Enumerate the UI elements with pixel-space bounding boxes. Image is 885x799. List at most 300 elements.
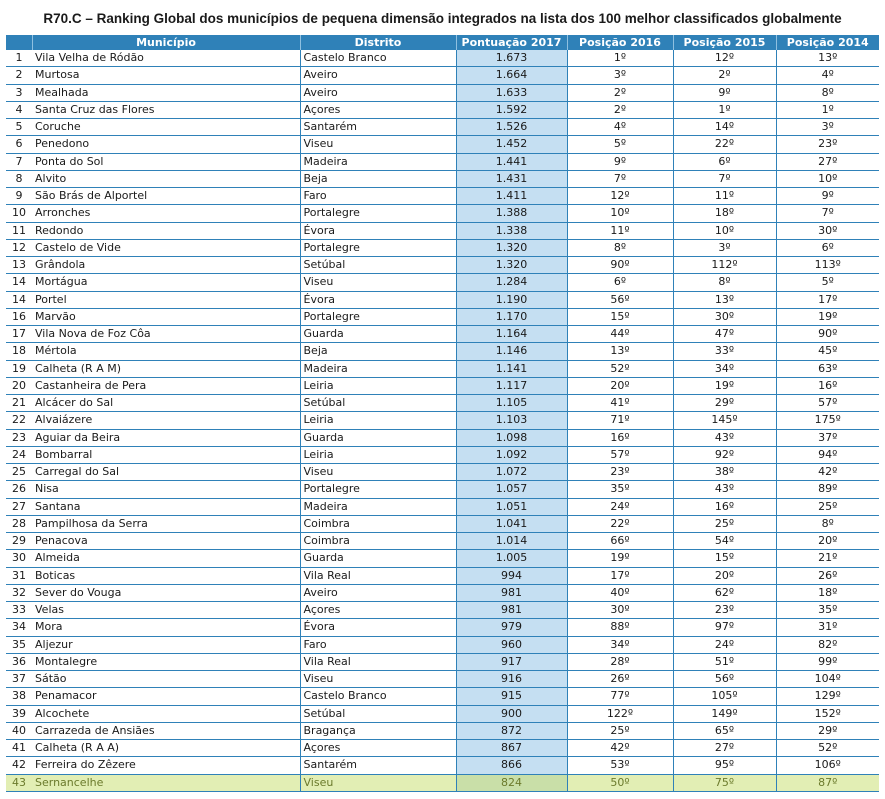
pontuacao-cell: 1.141 <box>456 360 567 377</box>
pontuacao-cell: 916 <box>456 671 567 688</box>
posicao-2015-cell: 95º <box>673 757 776 774</box>
pontuacao-cell: 1.057 <box>456 481 567 498</box>
posicao-2015-cell: 62º <box>673 584 776 601</box>
posicao-2014-cell: 20º <box>776 533 879 550</box>
posicao-2014-cell: 8º <box>776 84 879 101</box>
posicao-2016-cell: 22º <box>567 515 673 532</box>
posicao-2015-cell: 27º <box>673 740 776 757</box>
posicao-2014-cell: 27º <box>776 153 879 170</box>
posicao-2016-cell: 28º <box>567 653 673 670</box>
rank-cell: 42 <box>6 757 32 774</box>
rank-cell: 10 <box>6 205 32 222</box>
posicao-2016-cell: 8º <box>567 239 673 256</box>
distrito-cell: Leiria <box>300 412 456 429</box>
posicao-2016-cell: 26º <box>567 671 673 688</box>
municipio-cell: Arronches <box>32 205 300 222</box>
pontuacao-cell: 1.103 <box>456 412 567 429</box>
rank-cell: 8 <box>6 170 32 187</box>
municipio-cell: Mealhada <box>32 84 300 101</box>
table-row <box>6 101 879 118</box>
distrito-cell: Guarda <box>300 326 456 343</box>
municipio-cell: Vila Nova de Foz Côa <box>32 326 300 343</box>
posicao-2014-cell: 10º <box>776 170 879 187</box>
distrito-cell: Guarda <box>300 429 456 446</box>
table-title: R70.C – Ranking Global dos municípios de pequena dimensão integrados na lista dos 100 melhor classificados globalmente <box>43 11 842 26</box>
rank-cell: 32 <box>6 584 32 601</box>
posicao-2016-cell: 90º <box>567 257 673 274</box>
posicao-2015-cell: 92º <box>673 446 776 463</box>
municipio-cell: Sernancelhe <box>32 774 300 791</box>
posicao-2014-cell: 1º <box>776 101 879 118</box>
table-row <box>6 343 879 360</box>
distrito-cell: Santarém <box>300 119 456 136</box>
table-row <box>6 153 879 170</box>
posicao-2015-cell: 33º <box>673 343 776 360</box>
pontuacao-cell: 866 <box>456 757 567 774</box>
table-row <box>6 722 879 739</box>
posicao-2015-cell: 12º <box>673 50 776 67</box>
posicao-2015-cell: 11º <box>673 188 776 205</box>
posicao-2015-cell: 7º <box>673 170 776 187</box>
distrito-cell: Madeira <box>300 360 456 377</box>
posicao-2016-cell: 42º <box>567 740 673 757</box>
posicao-2014-cell: 9º <box>776 188 879 205</box>
posicao-2014-cell: 87º <box>776 774 879 791</box>
pontuacao-cell: 1.431 <box>456 170 567 187</box>
municipio-cell: São Brás de Alportel <box>32 188 300 205</box>
distrito-cell: Açores <box>300 101 456 118</box>
table-row <box>6 481 879 498</box>
table-row <box>6 308 879 325</box>
distrito-cell: Portalegre <box>300 481 456 498</box>
table-body <box>6 50 879 792</box>
table-row <box>6 326 879 343</box>
distrito-cell: Faro <box>300 636 456 653</box>
rank-cell: 12 <box>6 239 32 256</box>
posicao-2015-cell: 47º <box>673 326 776 343</box>
posicao-2016-cell: 20º <box>567 377 673 394</box>
municipio-cell: Alvito <box>32 170 300 187</box>
posicao-2014-cell: 129º <box>776 688 879 705</box>
table-row <box>6 274 879 291</box>
pontuacao-cell: 1.320 <box>456 257 567 274</box>
table-row <box>6 757 879 774</box>
posicao-2016-cell: 35º <box>567 481 673 498</box>
posicao-2014-cell: 5º <box>776 274 879 291</box>
posicao-2014-cell: 89º <box>776 481 879 498</box>
distrito-cell: Coimbra <box>300 533 456 550</box>
posicao-2014-cell: 23º <box>776 136 879 153</box>
distrito-cell: Portalegre <box>300 239 456 256</box>
table-row <box>6 446 879 463</box>
distrito-cell: Portalegre <box>300 308 456 325</box>
pontuacao-cell: 979 <box>456 619 567 636</box>
pontuacao-cell: 867 <box>456 740 567 757</box>
distrito-cell: Viseu <box>300 464 456 481</box>
posicao-2015-cell: 16º <box>673 498 776 515</box>
municipio-cell: Coruche <box>32 119 300 136</box>
posicao-2014-cell: 104º <box>776 671 879 688</box>
posicao-2015-cell: 22º <box>673 136 776 153</box>
table-row <box>6 291 879 308</box>
posicao-2016-cell: 50º <box>567 774 673 791</box>
posicao-2014-cell: 45º <box>776 343 879 360</box>
posicao-2016-cell: 44º <box>567 326 673 343</box>
rank-cell: 21 <box>6 395 32 412</box>
posicao-2014-cell: 42º <box>776 464 879 481</box>
distrito-cell: Santarém <box>300 757 456 774</box>
table-row <box>6 50 879 67</box>
posicao-2015-cell: 149º <box>673 705 776 722</box>
rank-cell: 13 <box>6 257 32 274</box>
posicao-2016-cell: 17º <box>567 567 673 584</box>
posicao-2016-cell: 41º <box>567 395 673 412</box>
pontuacao-cell: 1.005 <box>456 550 567 567</box>
posicao-2016-cell: 71º <box>567 412 673 429</box>
posicao-2015-cell: 105º <box>673 688 776 705</box>
municipio-cell: Almeida <box>32 550 300 567</box>
posicao-2015-cell: 18º <box>673 205 776 222</box>
posicao-2015-cell: 6º <box>673 153 776 170</box>
municipio-cell: Calheta (R A M) <box>32 360 300 377</box>
pontuacao-cell: 1.338 <box>456 222 567 239</box>
municipio-cell: Sever do Vouga <box>32 584 300 601</box>
distrito-cell: Faro <box>300 188 456 205</box>
posicao-2015-cell: 9º <box>673 84 776 101</box>
rank-cell: 28 <box>6 515 32 532</box>
posicao-2015-cell: 8º <box>673 274 776 291</box>
table-row <box>6 619 879 636</box>
rank-cell: 6 <box>6 136 32 153</box>
posicao-2014-cell: 52º <box>776 740 879 757</box>
ranking-table <box>6 35 879 792</box>
posicao-2014-cell: 30º <box>776 222 879 239</box>
posicao-2015-cell: 20º <box>673 567 776 584</box>
pontuacao-cell: 1.164 <box>456 326 567 343</box>
distrito-cell: Évora <box>300 291 456 308</box>
pontuacao-cell: 960 <box>456 636 567 653</box>
municipio-cell: Alcácer do Sal <box>32 395 300 412</box>
posicao-2015-cell: 38º <box>673 464 776 481</box>
posicao-2014-cell: 3º <box>776 119 879 136</box>
posicao-2016-cell: 2º <box>567 101 673 118</box>
posicao-2016-cell: 25º <box>567 722 673 739</box>
distrito-cell: Bragança <box>300 722 456 739</box>
pontuacao-cell: 1.072 <box>456 464 567 481</box>
table-row <box>6 222 879 239</box>
rank-cell: 36 <box>6 653 32 670</box>
posicao-2015-cell: 1º <box>673 101 776 118</box>
pontuacao-cell: 1.105 <box>456 395 567 412</box>
rank-cell: 29 <box>6 533 32 550</box>
municipio-cell: Aguiar da Beira <box>32 429 300 446</box>
posicao-2015-cell: 30º <box>673 308 776 325</box>
distrito-cell: Coimbra <box>300 515 456 532</box>
posicao-2014-cell: 26º <box>776 567 879 584</box>
distrito-cell: Leiria <box>300 377 456 394</box>
rank-cell: 27 <box>6 498 32 515</box>
rank-cell: 14 <box>6 274 32 291</box>
distrito-cell: Évora <box>300 222 456 239</box>
municipio-cell: Penacova <box>32 533 300 550</box>
distrito-cell: Açores <box>300 740 456 757</box>
col-header-rank <box>6 35 32 50</box>
posicao-2015-cell: 43º <box>673 481 776 498</box>
pontuacao-cell: 1.388 <box>456 205 567 222</box>
posicao-2015-cell: 2º <box>673 67 776 84</box>
distrito-cell: Guarda <box>300 550 456 567</box>
pontuacao-cell: 981 <box>456 584 567 601</box>
municipio-cell: Santa Cruz das Flores <box>32 101 300 118</box>
posicao-2014-cell: 94º <box>776 446 879 463</box>
rank-cell: 24 <box>6 446 32 463</box>
municipio-cell: Santana <box>32 498 300 515</box>
posicao-2015-cell: 112º <box>673 257 776 274</box>
table-row <box>6 740 879 757</box>
distrito-cell: Aveiro <box>300 67 456 84</box>
rank-cell: 35 <box>6 636 32 653</box>
posicao-2016-cell: 4º <box>567 119 673 136</box>
municipio-cell: Bombarral <box>32 446 300 463</box>
table-row <box>6 170 879 187</box>
col-header-posicao-2016: Posição 2016 <box>567 35 673 50</box>
distrito-cell: Beja <box>300 343 456 360</box>
posicao-2014-cell: 29º <box>776 722 879 739</box>
posicao-2016-cell: 13º <box>567 343 673 360</box>
distrito-cell: Viseu <box>300 136 456 153</box>
posicao-2015-cell: 10º <box>673 222 776 239</box>
municipio-cell: Murtosa <box>32 67 300 84</box>
distrito-cell: Madeira <box>300 153 456 170</box>
rank-cell: 3 <box>6 84 32 101</box>
posicao-2014-cell: 19º <box>776 308 879 325</box>
posicao-2016-cell: 24º <box>567 498 673 515</box>
municipio-cell: Sátão <box>32 671 300 688</box>
municipio-cell: Mora <box>32 619 300 636</box>
pontuacao-cell: 1.092 <box>456 446 567 463</box>
municipio-cell: Boticas <box>32 567 300 584</box>
table-row <box>6 688 879 705</box>
posicao-2015-cell: 23º <box>673 602 776 619</box>
posicao-2016-cell: 16º <box>567 429 673 446</box>
rank-cell: 33 <box>6 602 32 619</box>
municipio-cell: Grândola <box>32 257 300 274</box>
col-header-municipio: Município <box>32 35 300 50</box>
pontuacao-cell: 1.098 <box>456 429 567 446</box>
posicao-2014-cell: 13º <box>776 50 879 67</box>
posicao-2016-cell: 34º <box>567 636 673 653</box>
municipio-cell: Alvaiázere <box>32 412 300 429</box>
pontuacao-cell: 1.320 <box>456 239 567 256</box>
posicao-2016-cell: 77º <box>567 688 673 705</box>
distrito-cell: Castelo Branco <box>300 688 456 705</box>
municipio-cell: Ferreira do Zêzere <box>32 757 300 774</box>
pontuacao-cell: 1.146 <box>456 343 567 360</box>
distrito-cell: Setúbal <box>300 257 456 274</box>
distrito-cell: Vila Real <box>300 567 456 584</box>
municipio-cell: Portel <box>32 291 300 308</box>
posicao-2016-cell: 10º <box>567 205 673 222</box>
distrito-cell: Setúbal <box>300 705 456 722</box>
table-row <box>6 412 879 429</box>
rank-cell: 17 <box>6 326 32 343</box>
table-row <box>6 429 879 446</box>
municipio-cell: Castanheira de Pera <box>32 377 300 394</box>
rank-cell: 41 <box>6 740 32 757</box>
table-row <box>6 550 879 567</box>
rank-cell: 31 <box>6 567 32 584</box>
posicao-2015-cell: 15º <box>673 550 776 567</box>
posicao-2016-cell: 53º <box>567 757 673 774</box>
distrito-cell: Leiria <box>300 446 456 463</box>
col-header-distrito: Distrito <box>300 35 456 50</box>
posicao-2014-cell: 16º <box>776 377 879 394</box>
rank-cell: 43 <box>6 774 32 791</box>
municipio-cell: Velas <box>32 602 300 619</box>
table-row <box>6 360 879 377</box>
table-row <box>6 257 879 274</box>
posicao-2016-cell: 30º <box>567 602 673 619</box>
posicao-2015-cell: 75º <box>673 774 776 791</box>
rank-cell: 22 <box>6 412 32 429</box>
municipio-cell: Penamacor <box>32 688 300 705</box>
rank-cell: 30 <box>6 550 32 567</box>
posicao-2016-cell: 9º <box>567 153 673 170</box>
posicao-2015-cell: 34º <box>673 360 776 377</box>
rank-cell: 7 <box>6 153 32 170</box>
rank-cell: 16 <box>6 308 32 325</box>
rank-cell: 19 <box>6 360 32 377</box>
table-row <box>6 498 879 515</box>
pontuacao-cell: 824 <box>456 774 567 791</box>
pontuacao-cell: 994 <box>456 567 567 584</box>
municipio-cell: Aljezur <box>32 636 300 653</box>
posicao-2016-cell: 19º <box>567 550 673 567</box>
col-header-pontuacao-2017: Pontuação 2017 <box>456 35 567 50</box>
distrito-cell: Aveiro <box>300 84 456 101</box>
pontuacao-cell: 1.526 <box>456 119 567 136</box>
posicao-2016-cell: 52º <box>567 360 673 377</box>
table-row <box>6 464 879 481</box>
municipio-cell: Penedono <box>32 136 300 153</box>
posicao-2014-cell: 82º <box>776 636 879 653</box>
posicao-2015-cell: 145º <box>673 412 776 429</box>
table-row <box>6 239 879 256</box>
municipio-cell: Calheta (R A A) <box>32 740 300 757</box>
rank-cell: 40 <box>6 722 32 739</box>
posicao-2016-cell: 3º <box>567 67 673 84</box>
distrito-cell: Viseu <box>300 671 456 688</box>
table-row <box>6 515 879 532</box>
pontuacao-cell: 872 <box>456 722 567 739</box>
rank-cell: 11 <box>6 222 32 239</box>
posicao-2014-cell: 31º <box>776 619 879 636</box>
col-header-posicao-2015: Posição 2015 <box>673 35 776 50</box>
rank-cell: 9 <box>6 188 32 205</box>
distrito-cell: Beja <box>300 170 456 187</box>
pontuacao-cell: 1.190 <box>456 291 567 308</box>
municipio-cell: Redondo <box>32 222 300 239</box>
posicao-2014-cell: 99º <box>776 653 879 670</box>
posicao-2015-cell: 65º <box>673 722 776 739</box>
pontuacao-cell: 1.441 <box>456 153 567 170</box>
rank-cell: 4 <box>6 101 32 118</box>
posicao-2014-cell: 57º <box>776 395 879 412</box>
rank-cell: 39 <box>6 705 32 722</box>
rank-cell: 38 <box>6 688 32 705</box>
table-row <box>6 84 879 101</box>
posicao-2016-cell: 5º <box>567 136 673 153</box>
pontuacao-cell: 1.411 <box>456 188 567 205</box>
distrito-cell: Castelo Branco <box>300 50 456 67</box>
table-row <box>6 636 879 653</box>
pontuacao-cell: 1.014 <box>456 533 567 550</box>
pontuacao-cell: 1.452 <box>456 136 567 153</box>
posicao-2014-cell: 6º <box>776 239 879 256</box>
posicao-2014-cell: 25º <box>776 498 879 515</box>
municipio-cell: Montalegre <box>32 653 300 670</box>
rank-cell: 18 <box>6 343 32 360</box>
pontuacao-cell: 1.041 <box>456 515 567 532</box>
pontuacao-cell: 917 <box>456 653 567 670</box>
posicao-2016-cell: 12º <box>567 188 673 205</box>
table-row <box>6 774 879 791</box>
posicao-2014-cell: 35º <box>776 602 879 619</box>
pontuacao-cell: 900 <box>456 705 567 722</box>
posicao-2014-cell: 175º <box>776 412 879 429</box>
table-row <box>6 567 879 584</box>
posicao-2016-cell: 1º <box>567 50 673 67</box>
table-row <box>6 377 879 394</box>
distrito-cell: Vila Real <box>300 653 456 670</box>
table-row <box>6 705 879 722</box>
posicao-2016-cell: 122º <box>567 705 673 722</box>
posicao-2015-cell: 3º <box>673 239 776 256</box>
posicao-2015-cell: 51º <box>673 653 776 670</box>
rank-cell: 25 <box>6 464 32 481</box>
pontuacao-cell: 1.673 <box>456 50 567 67</box>
municipio-cell: Pampilhosa da Serra <box>32 515 300 532</box>
table-row <box>6 188 879 205</box>
posicao-2015-cell: 14º <box>673 119 776 136</box>
rank-cell: 20 <box>6 377 32 394</box>
distrito-cell: Açores <box>300 602 456 619</box>
posicao-2016-cell: 40º <box>567 584 673 601</box>
table-row <box>6 653 879 670</box>
posicao-2014-cell: 90º <box>776 326 879 343</box>
posicao-2015-cell: 29º <box>673 395 776 412</box>
distrito-cell: Viseu <box>300 774 456 791</box>
posicao-2016-cell: 56º <box>567 291 673 308</box>
posicao-2015-cell: 97º <box>673 619 776 636</box>
posicao-2016-cell: 11º <box>567 222 673 239</box>
rank-cell: 2 <box>6 67 32 84</box>
table-row <box>6 584 879 601</box>
posicao-2015-cell: 43º <box>673 429 776 446</box>
table-row <box>6 533 879 550</box>
posicao-2016-cell: 66º <box>567 533 673 550</box>
pontuacao-cell: 1.633 <box>456 84 567 101</box>
distrito-cell: Évora <box>300 619 456 636</box>
posicao-2014-cell: 21º <box>776 550 879 567</box>
posicao-2014-cell: 7º <box>776 205 879 222</box>
posicao-2014-cell: 63º <box>776 360 879 377</box>
pontuacao-cell: 915 <box>456 688 567 705</box>
posicao-2014-cell: 152º <box>776 705 879 722</box>
posicao-2016-cell: 57º <box>567 446 673 463</box>
table-row <box>6 119 879 136</box>
municipio-cell: Nisa <box>32 481 300 498</box>
